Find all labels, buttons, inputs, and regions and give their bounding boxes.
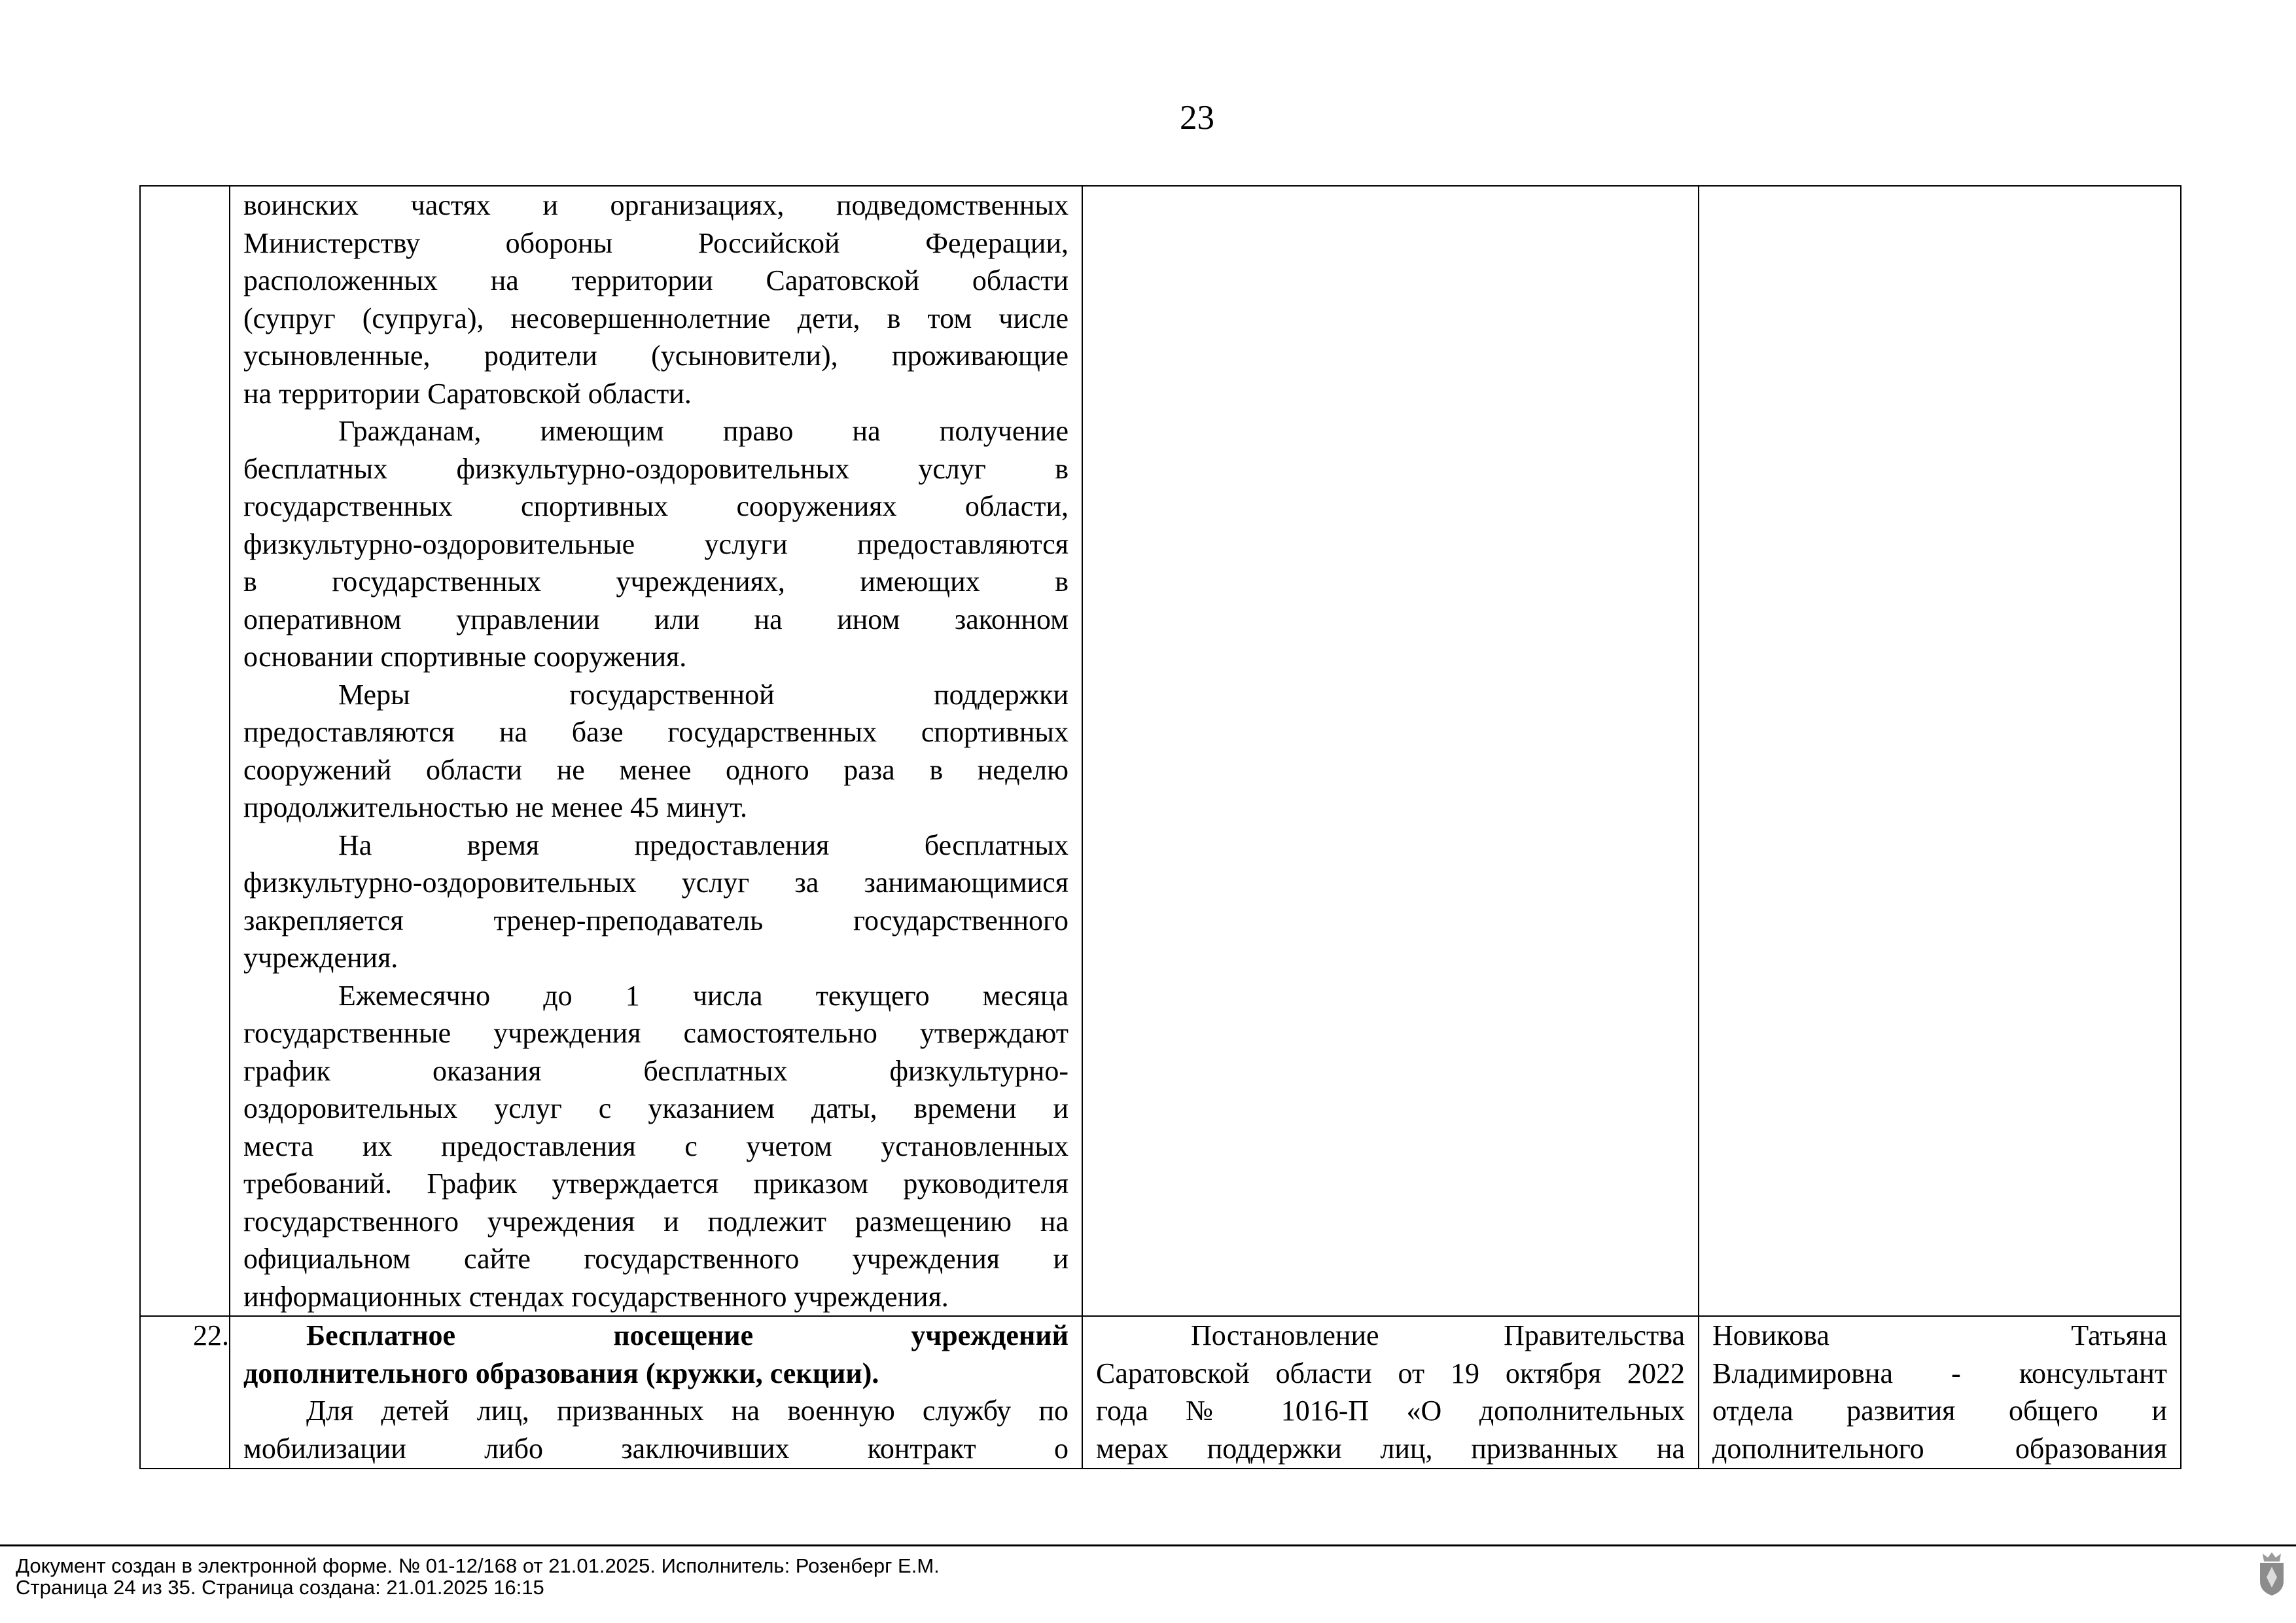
contact-cell [1699,186,2181,1316]
text-line: (супруг (супруга), несовершеннолетние дети, в том числе [243,302,1069,334]
text-line: закрепляется тренер-преподаватель государственного [243,904,1069,936]
legal-basis-text [1083,1317,1698,1467]
coat-of-arms-icon [2256,1551,2287,1597]
text-line: на территории Саратовской области. [243,377,692,410]
text-line: физкультурно-оздоровительные услуги предоставляются [243,527,1069,560]
legal-basis-cell [1082,1316,1699,1469]
number-cell [140,186,230,1316]
measures-table [139,185,2181,1469]
text-line: Министерству обороны Российской Федерации, [243,226,1069,259]
text-line: дополнительного образования [1712,1432,2167,1465]
contact-text [1699,1317,2180,1467]
footer-divider [0,1544,2296,1546]
description-cell [230,1316,1082,1469]
text-line: Новикова Татьяна [1712,1319,2167,1351]
text-line: Постановление Правительства [1191,1319,1685,1351]
text-line: Для детей лиц, призванных на военную службу по [306,1395,1069,1427]
text-line: предоставляются на базе государственных спортивных [243,716,1069,748]
description-text [230,1317,1082,1467]
text-line: государственные учреждения самостоятельно утверждают [243,1017,1069,1049]
text-line: информационных стендах государственного учреждения. [243,1280,949,1313]
text-line: мерах поддержки лиц, призванных на [1096,1432,1685,1465]
text-line: оперативном управлении или на ином законном [243,603,1069,635]
text-line: государственных спортивных сооружениях области, [243,490,1069,522]
table-row [140,186,2181,1316]
text-line: официальном сайте государственного учреждения и [243,1243,1069,1275]
document-footer [16,1555,940,1598]
table-row [140,1316,2181,1469]
text-line: основании спортивные сооружения. [243,641,687,673]
text-line: расположенных на территории Саратовской области [243,264,1069,296]
text-line: На время предоставления бесплатных [338,829,1069,861]
text-line: в государственных учреждениях, имеющих в [243,565,1069,597]
text-line: года № 1016-П «О дополнительных [1096,1395,1685,1427]
text-line: бесплатных физкультурно-оздоровительных услуг в [243,452,1069,485]
text-line: оздоровительных услуг с указанием даты, времени и [243,1092,1069,1124]
footer-page-info: Страница 24 из 35. Страница создана: 21.01.2025 16:15 [16,1576,544,1599]
row-number: 22. [140,1316,230,1469]
description-text [230,187,1082,1315]
text-line: Саратовской области от 19 октября 2022 [1096,1357,1685,1389]
text-line: требований. График утверждается приказом руководителя [243,1168,1069,1200]
text-line: мобилизации либо заключивших контракт о [243,1432,1069,1465]
text-line: дополнительного образования (кружки, секции). [243,1357,879,1389]
text-line: график оказания бесплатных физкультурно- [243,1054,1069,1087]
text-line: Владимировна - консультант [1712,1357,2167,1389]
text-line: Меры государственной поддержки [338,678,1069,711]
page-number: 23 [1180,99,1214,137]
text-line: Бесплатное посещение учреждений [306,1319,1069,1351]
legal-basis-cell [1082,186,1699,1316]
text-line: воинских частях и организациях, подведомственных [243,189,1069,221]
description-cell [230,186,1082,1316]
text-line: продолжительностью не менее 45 минут. [243,791,748,823]
text-line: физкультурно-оздоровительных услуг за занимающимися [243,866,1069,899]
text-line: отдела развития общего и [1712,1395,2167,1427]
footer-document-info: Документ создан в электронной форме. № 01-12/168 от 21.01.2025. Исполнитель: Розенберг Е.М. [16,1554,940,1577]
text-line: Гражданам, имеющим право на получение [338,415,1069,447]
text-line: усыновленные, родители (усыновители), проживающие [243,340,1069,372]
text-line: Ежемесячно до 1 числа текущего месяца [338,979,1069,1012]
text-line: места их предоставления с учетом установленных [243,1130,1069,1162]
contact-cell [1699,1316,2181,1469]
text-line: государственного учреждения и подлежит размещению на [243,1205,1069,1238]
text-line: учреждения. [243,942,398,974]
text-line: сооружений области не менее одного раза в неделю [243,753,1069,786]
